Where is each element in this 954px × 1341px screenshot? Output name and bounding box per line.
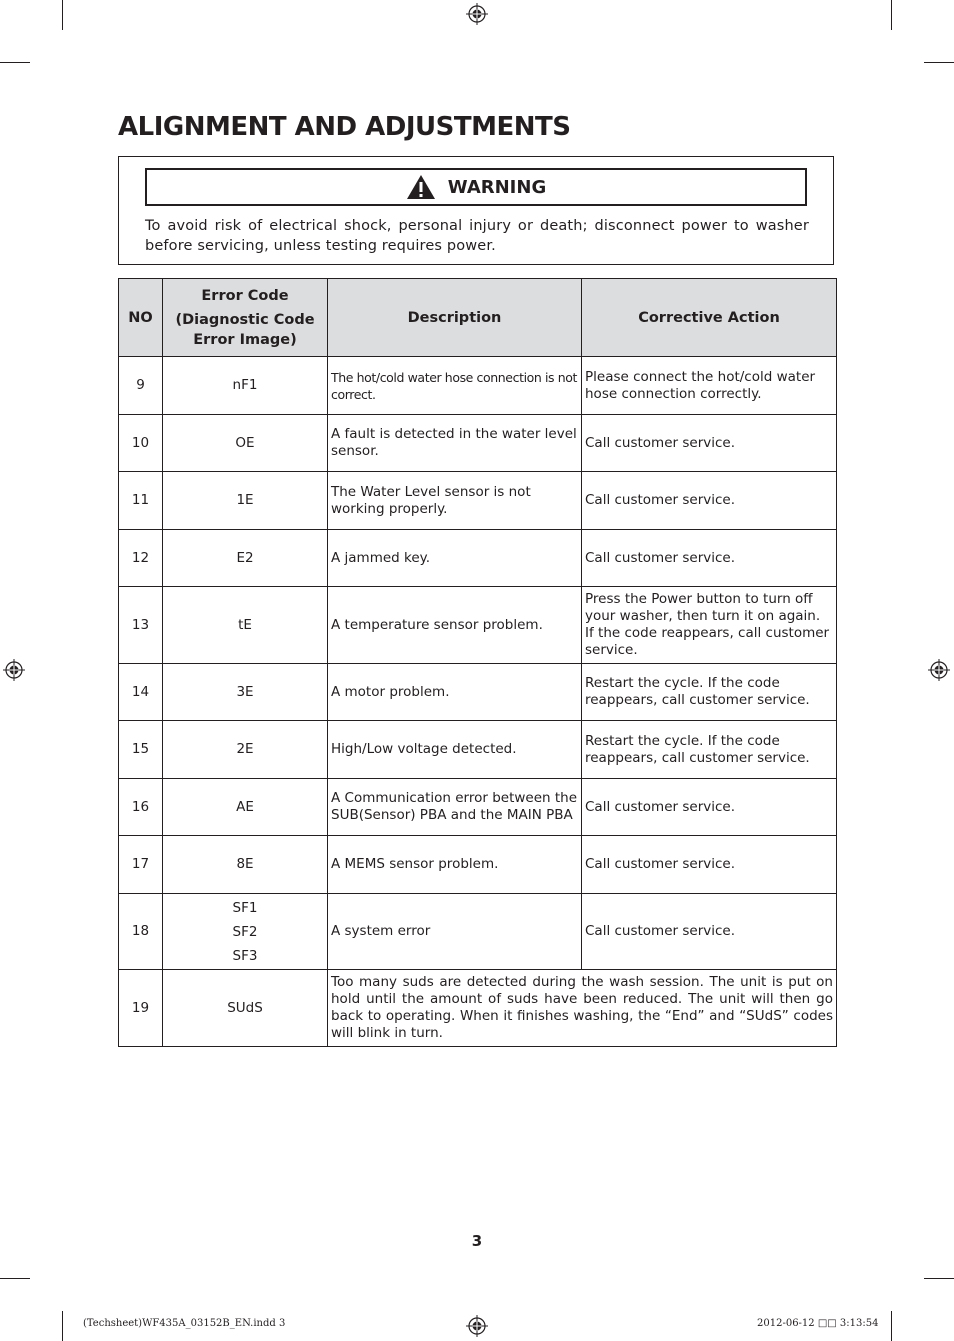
row-no: 14 xyxy=(119,664,163,721)
crop-mark xyxy=(62,0,63,30)
row-description: A Communication error between the SUB(Sensor) PBA and the MAIN PBA xyxy=(328,779,582,836)
row-no: 15 xyxy=(119,721,163,779)
registration-mark-icon xyxy=(466,3,488,25)
warning-label: WARNING xyxy=(447,176,547,198)
row-corrective-action: Call customer service. xyxy=(582,894,837,970)
row-error-code: 2E xyxy=(163,721,328,779)
table-row xyxy=(119,894,837,970)
row-error-code-line: SF2 xyxy=(232,923,258,940)
header-error-code xyxy=(163,279,328,357)
row-no: 17 xyxy=(119,836,163,894)
warning-triangle-icon xyxy=(406,174,436,200)
row-error-code: tE xyxy=(163,587,328,664)
registration-mark-icon xyxy=(928,659,950,681)
header-no: NO xyxy=(119,279,163,357)
row-description: The Water Level sensor is not working properly. xyxy=(328,472,582,530)
row-corrective-action: Please connect the hot/cold water hose connection correctly. xyxy=(582,357,837,415)
registration-mark-icon xyxy=(466,1315,488,1337)
registration-mark-icon xyxy=(3,659,25,681)
warning-text: To avoid risk of electrical shock, personal injury or death; disconnect power to washer before servicing, unless testing requires power. xyxy=(145,218,809,254)
row-error-code-line: SF3 xyxy=(232,947,258,964)
table-row xyxy=(119,415,837,472)
crop-mark xyxy=(62,1311,63,1341)
warning-header xyxy=(145,168,807,206)
row-description: A temperature sensor problem. xyxy=(328,587,582,664)
row-description: The hot/cold water hose connection is not correct. xyxy=(328,357,582,415)
row-error-code: SUdS xyxy=(163,970,328,1047)
crop-mark xyxy=(891,0,892,30)
row-corrective-action: Call customer service. xyxy=(582,415,837,472)
table-row xyxy=(119,472,837,530)
row-error-code-line: SF1 xyxy=(232,899,258,916)
row-no: 18 xyxy=(119,894,163,970)
print-slug-filename: (Techsheet)WF435A_03152B_EN.indd 3 xyxy=(83,1318,286,1329)
table-row xyxy=(119,357,837,415)
row-no: 10 xyxy=(119,415,163,472)
header-error-code-line1: Error Code xyxy=(201,287,289,304)
crop-mark xyxy=(0,1278,30,1279)
row-corrective-action: Call customer service. xyxy=(582,779,837,836)
page-title: ALIGNMENT AND ADJUSTMENTS xyxy=(118,112,571,142)
print-slug-timestamp: 2012-06-12 □□ 3:13:54 xyxy=(757,1318,879,1329)
header-error-code-line2: (Diagnostic Code Error Image) xyxy=(175,311,315,348)
warning-box xyxy=(118,156,834,265)
row-error-code: AE xyxy=(163,779,328,836)
table-row xyxy=(119,587,837,664)
row-no: 13 xyxy=(119,587,163,664)
crop-mark xyxy=(924,1278,954,1279)
row-error-code: nF1 xyxy=(163,357,328,415)
table-row xyxy=(119,836,837,894)
table-row xyxy=(119,664,837,721)
row-corrective-action: Restart the cycle. If the code reappears, call customer service. xyxy=(582,664,837,721)
row-error-code: 8E xyxy=(163,836,328,894)
row-description: A jammed key. xyxy=(328,530,582,587)
error-code-table xyxy=(118,278,837,1047)
row-corrective-action: Call customer service. xyxy=(582,472,837,530)
row-error-code xyxy=(163,894,328,970)
header-description: Description xyxy=(328,279,582,357)
row-description: A system error xyxy=(328,894,582,970)
row-error-code: 3E xyxy=(163,664,328,721)
row-no: 19 xyxy=(119,970,163,1047)
row-corrective-action: Restart the cycle. If the code reappears, call customer service. xyxy=(582,721,837,779)
row-error-code: 1E xyxy=(163,472,328,530)
row-description: A fault is detected in the water level sensor. xyxy=(328,415,582,472)
row-description: Too many suds are detected during the wash session. The unit is put on hold until the amount of suds have been reduced. The unit will then go back to operating. When it finishes washing, the “End” and “SUdS” codes will blink in turn. xyxy=(328,970,837,1047)
row-error-code: E2 xyxy=(163,530,328,587)
crop-mark xyxy=(924,62,954,63)
row-no: 16 xyxy=(119,779,163,836)
table-row xyxy=(119,970,837,1047)
table-row xyxy=(119,530,837,587)
crop-mark xyxy=(0,62,30,63)
table-row xyxy=(119,721,837,779)
header-corrective-action: Corrective Action xyxy=(582,279,837,357)
row-corrective-action: Call customer service. xyxy=(582,530,837,587)
row-description: High/Low voltage detected. xyxy=(328,721,582,779)
row-no: 12 xyxy=(119,530,163,587)
row-error-code: OE xyxy=(163,415,328,472)
table-header-row xyxy=(119,279,837,357)
row-corrective-action: Call customer service. xyxy=(582,836,837,894)
page-number: 3 xyxy=(471,1232,483,1250)
row-description: A motor problem. xyxy=(328,664,582,721)
row-corrective-action: Press the Power button to turn off your washer, then turn it on again. If the code reappears, call customer service. xyxy=(582,587,837,664)
row-no: 9 xyxy=(119,357,163,415)
row-description: A MEMS sensor problem. xyxy=(328,836,582,894)
row-no: 11 xyxy=(119,472,163,530)
crop-mark xyxy=(891,1311,892,1341)
table-row xyxy=(119,779,837,836)
